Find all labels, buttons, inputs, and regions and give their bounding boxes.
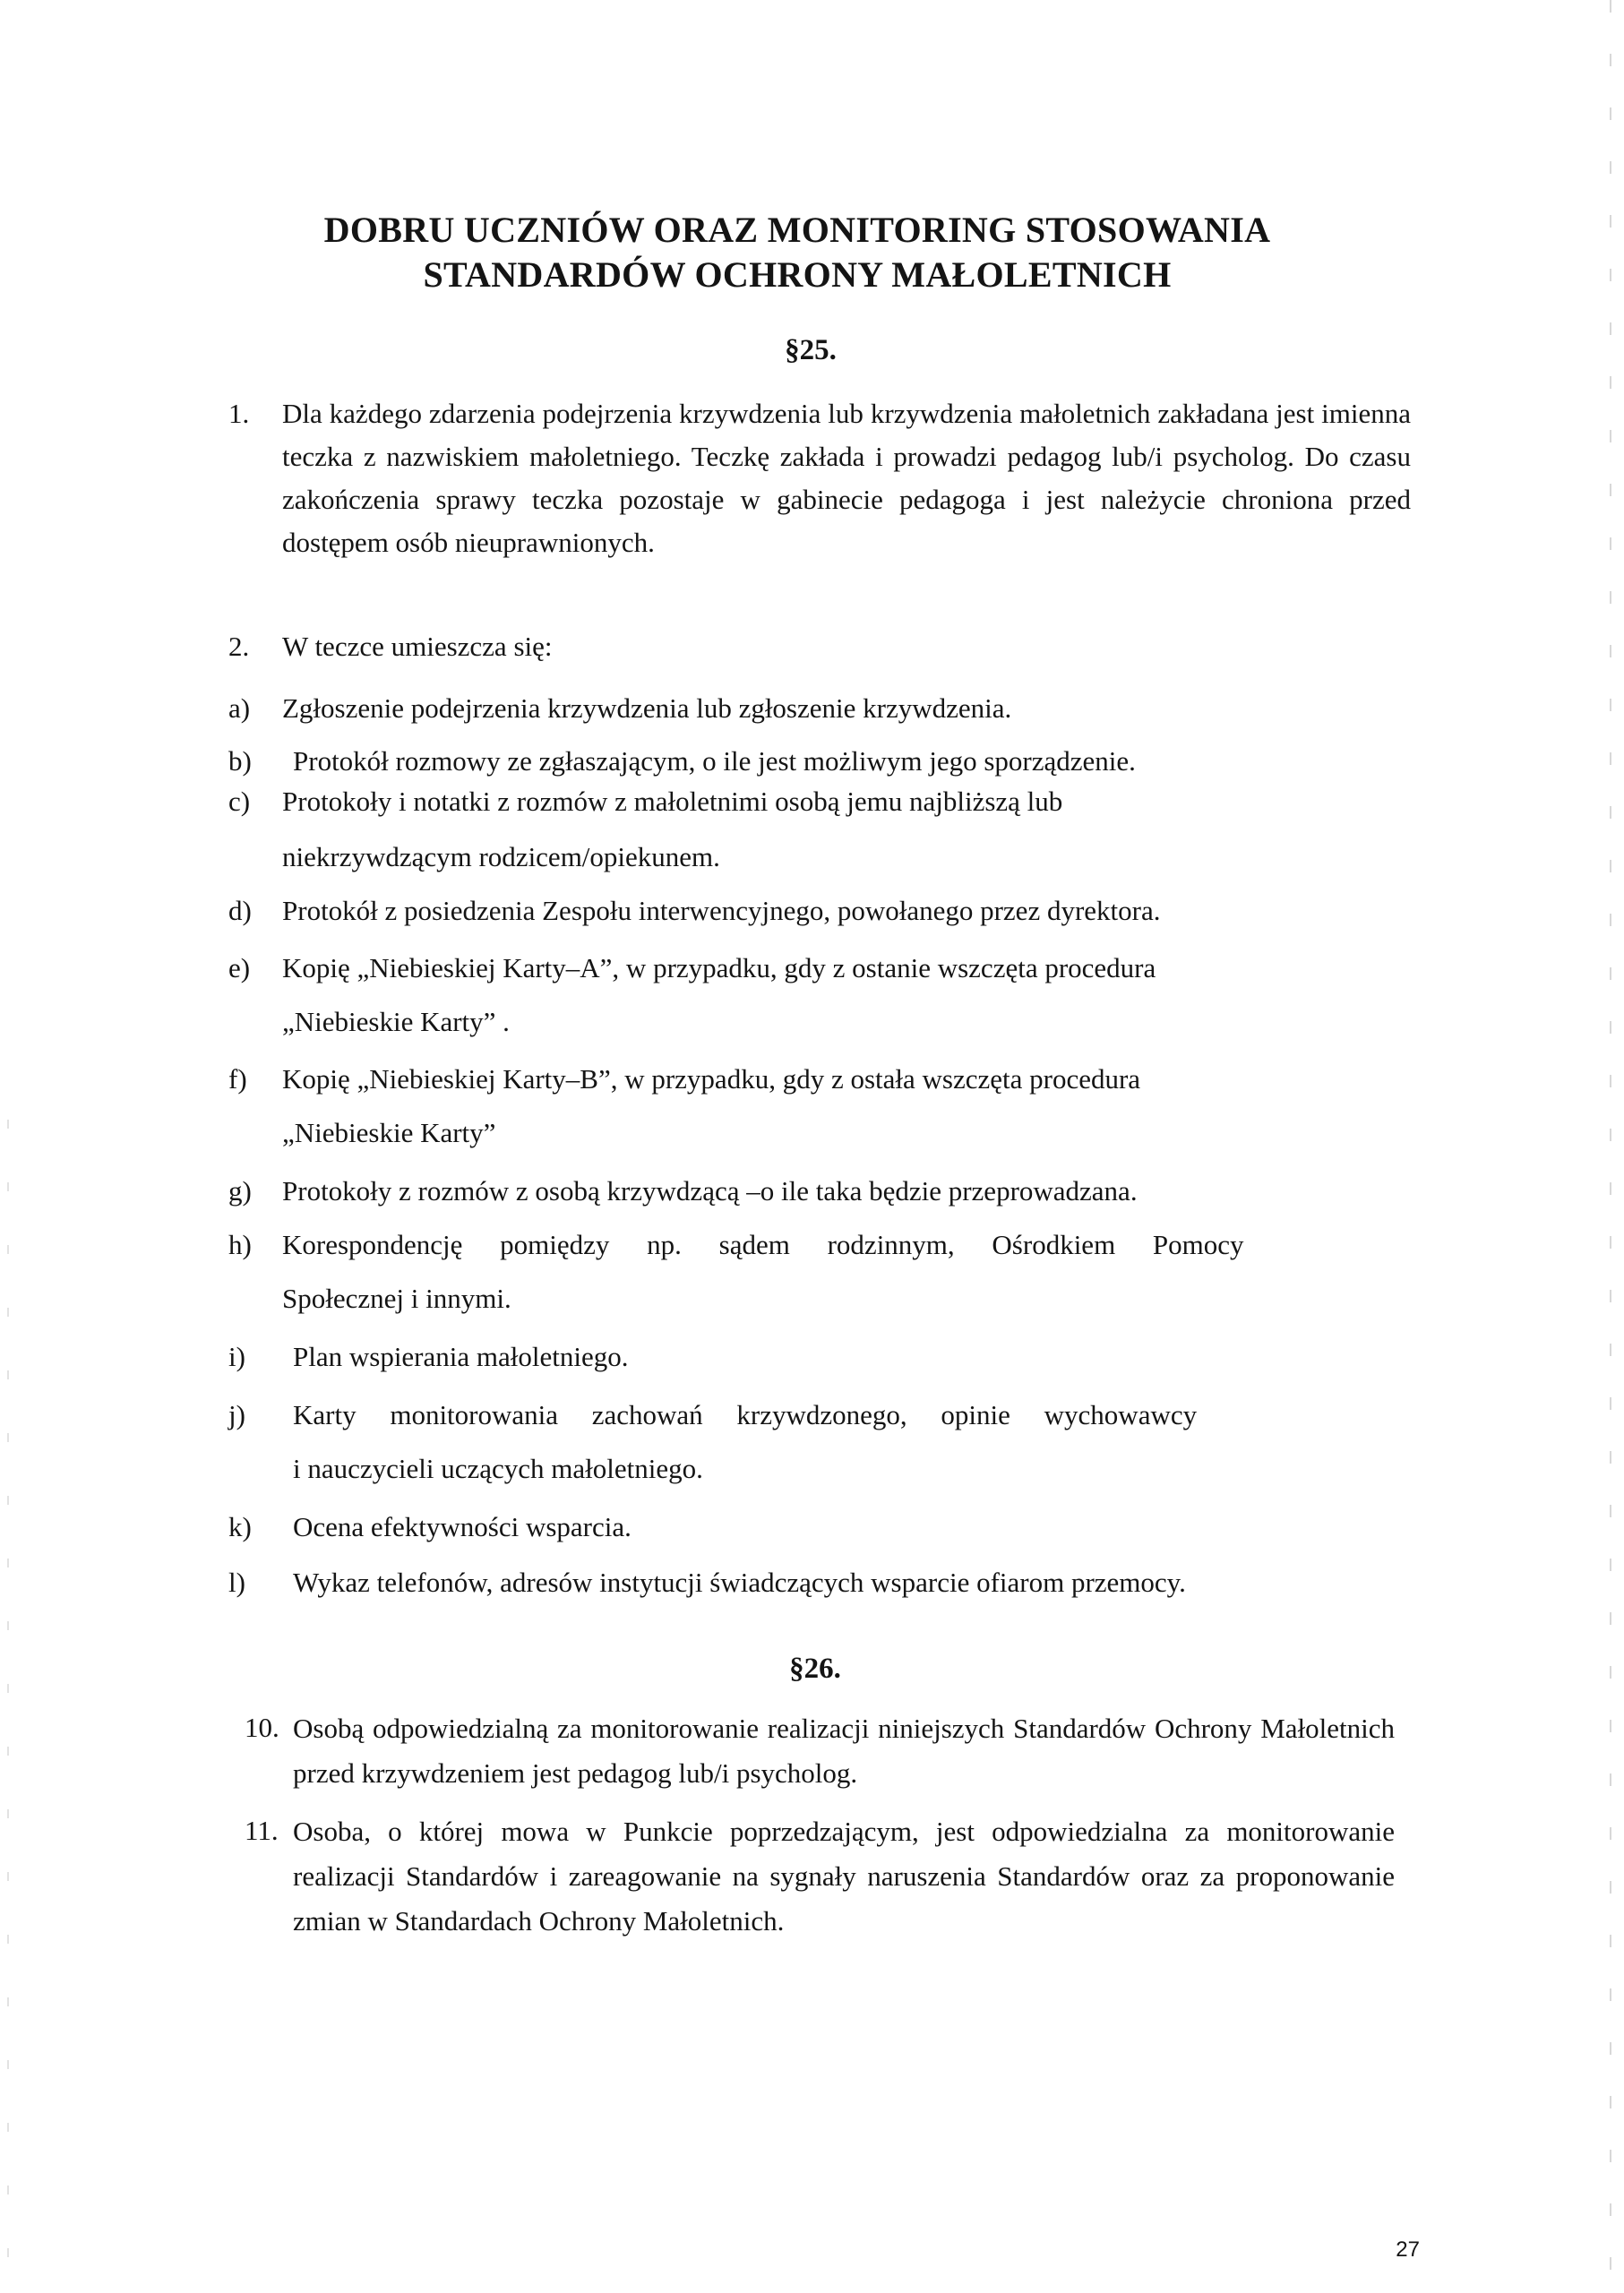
list-item-text: Kopię „Niebieskiej Karty–A”, w przypadku, gdy z ostanie wszczęta procedura [282,952,1156,983]
list-item-letter: j) [228,1399,245,1430]
list-item-text: Korespondencję pomiędzy np. sądem rodzinnym, Ośrodkiem Pomocy [282,1229,1244,1260]
paragraph-10 [228,1706,1411,1805]
list-item-text: Zgłoszenie podejrzenia krzywdzenia lub zgłoszenie krzywdzenia. [282,692,1012,724]
list-item-text: Ocena efektywności wsparcia. [293,1511,632,1542]
title-line-1: DOBRU UCZNIÓW ORAZ MONITORING STOSOWANIA [323,210,1271,250]
list-item-text-continued: Społecznej i innymi. [282,1283,511,1314]
list-item-letter: i) [228,1341,245,1372]
list-item-text: Protokoły z rozmów z osobą krzywdzącą –o ile taka będzie przeprowadzana. [282,1175,1138,1207]
list-item-text-continued: niekrzywdzącym rodzicem/opiekunem. [282,841,720,872]
list-item-letter: c) [228,786,251,817]
list-item-letter: e) [228,952,251,983]
list-item-text: Protokół z posiedzenia Zespołu interwencyjnego, powołanego przez dyrektora. [282,895,1161,926]
paragraph-1-text: Dla każdego zdarzenia podejrzenia krzywdzenia lub krzywdzenia małoletnich zakładana jest imienna teczka z nazwiskiem małoletniego. Teczkę zakłada i prowadzi pedagog lub/i psycholog. Do czasu zakończenia sprawy teczka pozostaje w gabinecie pedagoga i jest należycie chroniona przed dostępem osób nieuprawnionych. [282,398,1411,558]
title-line-2: STANDARDÓW OCHRONY MAŁOLETNICH [423,254,1172,295]
list-item-letter: h) [228,1229,252,1260]
paragraph-2 [228,625,1411,670]
paragraph-11 [228,1809,1411,1953]
list-item-letter: b) [228,745,252,777]
list-item-text-continued: „Niebieskie Karty” [282,1117,496,1148]
list-item-letter: k) [228,1511,252,1542]
list-item-letter: l) [228,1567,245,1598]
list-item-letter: f) [228,1063,247,1095]
paragraph-10-text: Osobą odpowiedzialną za monitorowanie realizacji niniejszych Standardów Ochrony Małoletnich przed krzywdzeniem jest pedagog lub/i psycholog. [293,1713,1395,1789]
scan-edge-artifact-left [7,1120,9,2284]
list-item-text-continued: i nauczycieli uczących małoletniego. [293,1453,703,1484]
list-item-letter: d) [228,895,252,926]
section-25-heading: §25. [785,334,837,366]
list-item-text: Wykaz telefonów, adresów instytucji świadczących wsparcie ofiarom przemocy. [293,1567,1186,1598]
paragraph-11-number: 11. [245,1815,279,1846]
paragraph-1-number: 1. [228,398,250,429]
paragraph-10-number: 10. [245,1712,279,1743]
list-item-text: Plan wspierania małoletniego. [293,1341,629,1372]
paragraph-2-text: W teczce umieszcza się: [282,631,553,662]
list-item-text: Karty monitorowania zachowań krzywdzonego, opinie wychowawcy [293,1399,1198,1430]
section-26-heading: §26. [789,1653,841,1685]
paragraph-11-text: Osoba, o której mowa w Punkcie poprzedzającym, jest odpowiedzialna za monitorowanie realizacji Standardów i zareagowanie na sygnały naruszenia Standardów oraz za proponowanie zmian w Standardach Ochrony Małoletnich. [293,1816,1395,1937]
list-item-text: Protokół rozmowy ze zgłaszającym, o ile jest możliwym jego sporządzenie. [293,745,1136,777]
list-item-text-continued: „Niebieskie Karty” . [282,1006,510,1037]
page-number: 27 [1396,2237,1420,2262]
list-item-letter: a) [228,692,251,724]
paragraph-2-number: 2. [228,631,250,662]
list-item-text: Protokoły i notatki z rozmów z małoletnimi osobą jemu najbliższą lub [282,786,1063,817]
paragraph-1 [228,392,1411,607]
document-title [296,208,1299,297]
list-item-text: Kopię „Niebieskiej Karty–B”, w przypadku, gdy z ostała wszczęta procedura [282,1063,1141,1095]
list-item-letter: g) [228,1175,252,1207]
scan-edge-artifact [1610,0,1611,2293]
